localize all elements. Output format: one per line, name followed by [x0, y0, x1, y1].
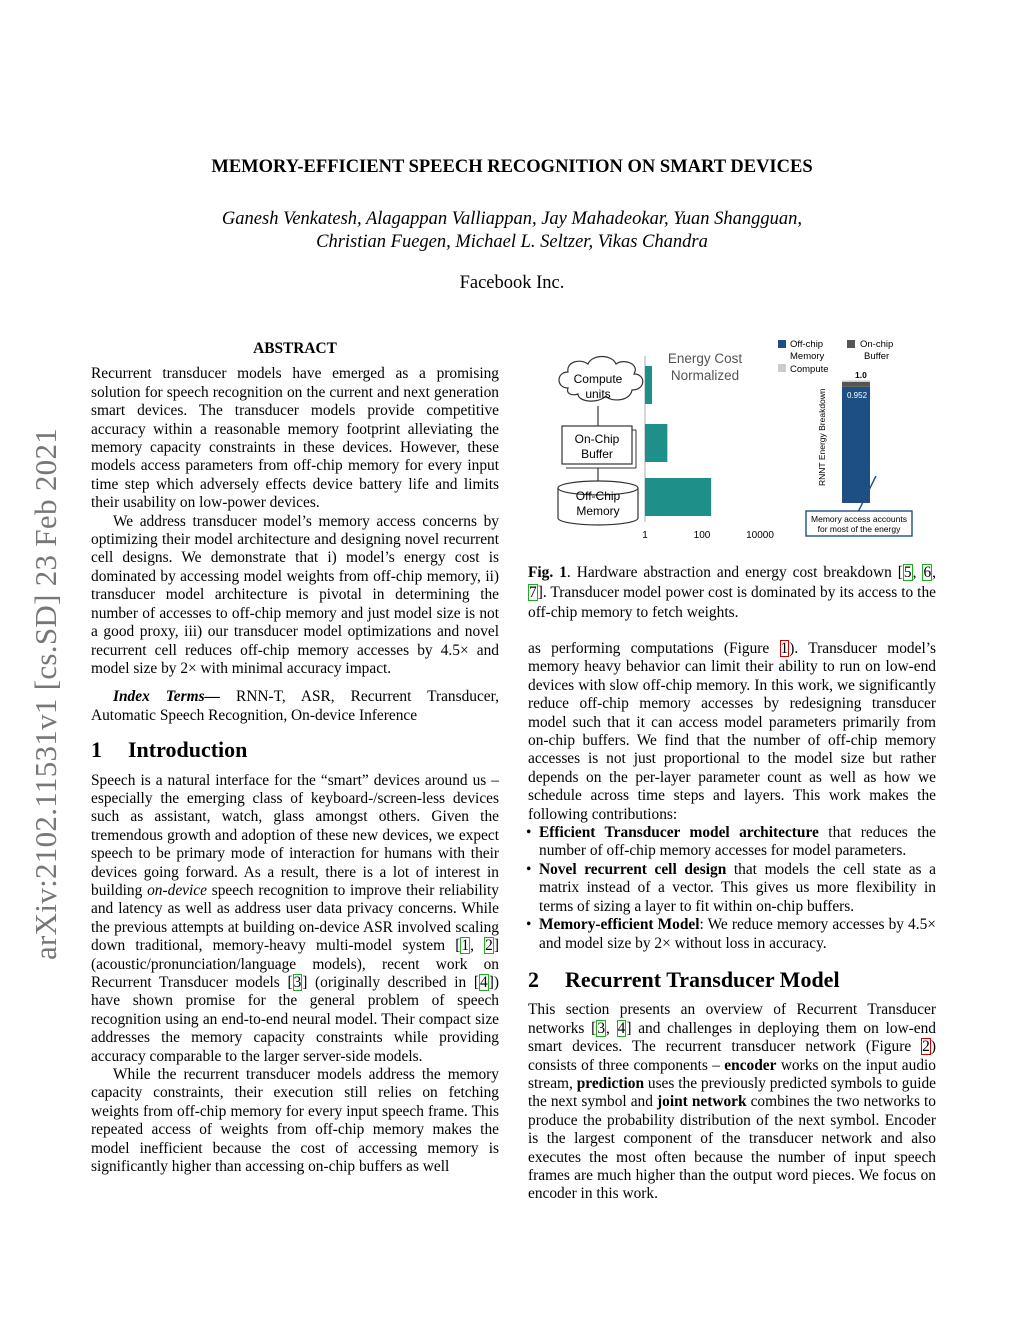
off-chip-memory-cylinder: [558, 481, 638, 525]
body-text: ). Transducer model’s memory heavy behavior can limit their ability to run on low-end devices with slow off-chip memory. In this work, we significantly reduce off-chip memory accesses by redesigning transducer model such that it can access model parameters primarily from on-chip buffers. We find that the number of off-chip memory accesses is not just proportional to the model size but rather depends on the per-layer parameter count as well as how we schedule across time steps and layers. This work makes the following contributions:: [528, 640, 936, 823]
legend-onchip-1: On-chip: [860, 339, 894, 350]
figure-label: Fig. 1: [528, 564, 567, 581]
energy-bar-on-chip-buffer: [645, 424, 667, 462]
compute-units-label-2: units: [585, 387, 611, 401]
citation-link[interactable]: 6: [923, 564, 932, 581]
section-1-heading: [91, 737, 499, 763]
stack-value-label: 0.952: [847, 391, 868, 400]
legend-offchip-2: Memory: [790, 351, 825, 362]
citation-link[interactable]: 1: [461, 937, 470, 955]
intro-continuation: [528, 640, 936, 824]
abstract-paragraph-2: We address transducer model’s memory access concerns by optimizing their model architecture and designing novel recurrent cell designs. We demonstrate that i) model’s energy cost is dominated by accessing model weights from off-chip memory, ii) transducer model architecture is pivotal in determining the number of accesses to off-chip memory and just model size is not a good proxy, iii) our transducer model optimizations and novel recurrent cell reduces off-chip memory accesses by 4.5× and model size by 2× with minimal accuracy impact.: [91, 512, 499, 677]
left-column: [91, 340, 499, 1176]
abstract-paragraph-1: Recurrent transducer models have emerged as a promising solution for speech recognition on the current and next generation smart devices. The transducer models provide competitive accuracy within a reasonable memory footprint alleviating the memory capacity constraints in these devices. However, these models access parameters from off-chip memory for every input time step which adversely effects device battery life and limits their usability on low-power devices.: [91, 365, 499, 512]
figure-1: [550, 336, 940, 546]
contribution-list: [528, 824, 936, 953]
citation-link[interactable]: 3: [597, 1019, 606, 1037]
legend-onchip-2: Buffer: [864, 351, 890, 362]
energy-bars: [645, 366, 711, 516]
compute-units-label-1: Compute: [573, 372, 623, 386]
annotation-line-2: for most of the energy: [817, 524, 901, 534]
section-2-title: Recurrent Transducer Model: [565, 966, 840, 992]
off-chip-label-1: Off-Chip: [575, 489, 621, 503]
term-bold: encoder: [724, 1056, 777, 1074]
body-text: uses the previously predicted symbols to guide the next symbol and: [528, 1074, 936, 1111]
annotation-line-1: Memory access accounts: [811, 514, 907, 524]
term-bold: prediction: [576, 1074, 645, 1092]
section-2-paragraph: This section presents an overview of Recurrent Transducer networks [3, 4] and challenges in deploying them on low-end smart devices. The recurrent transducer network (Figure 2) consists of three components – encoder works on the input audio stream, prediction uses the previously predicted symbols to guide the next symbol and joint network combines the two networks to produce the probability distribution of the next symbol. Encoder is the largest component of the transducer network and also executes the most often because the number of input speech frames are much higher than the output word pieces. We focus on encoder in this work.: [528, 1001, 937, 1203]
intro-emphasis: on-device: [147, 881, 207, 899]
arxiv-identifier: arXiv:2102.11531v1 [cs.SD] 23 Feb 2021: [28, 427, 63, 960]
author-list: [0, 208, 1024, 254]
bullet-bold: Memory-efficient Model: [539, 916, 700, 934]
section-2-heading: [528, 966, 936, 992]
index-terms-label: Index Terms—: [113, 688, 220, 706]
list-item: [528, 861, 936, 916]
legend-offchip-1: Off-chip: [790, 339, 824, 350]
figure-1-graphic: [550, 336, 940, 546]
right-column: [528, 640, 936, 1204]
caption-text: ]. Transducer model power cost is dominated by its access to the off-chip memory to fetch weights.: [528, 584, 936, 621]
bullet-bold: Novel recurrent cell design: [539, 860, 727, 878]
on-chip-label-2: Buffer: [581, 447, 613, 461]
legend-swatch-compute: [778, 364, 786, 372]
tick-label: 1: [642, 530, 648, 541]
legend-swatch-offchip: [778, 340, 786, 348]
paper-title: MEMORY-EFFICIENT SPEECH RECOGNITION ON SMART DEVICES: [211, 157, 813, 177]
body-text: ] and challenges in deploying them on low-end smart devices. The recurrent transducer network (Figure: [528, 1019, 937, 1056]
citation-link[interactable]: 4: [480, 974, 488, 991]
on-chip-label-1: On-Chip: [574, 432, 620, 446]
energy-bar-off-chip-memory: [645, 478, 711, 516]
index-terms-text: RNN-T, ASR, Recurrent Transducer, Automatic Speech Recognition, On-device Inference: [91, 688, 499, 724]
bullet-text: : We reduce memory accesses by 4.5× and model size by 2× without loss in accuracy.: [539, 916, 936, 952]
breakdown-axis-label: RNNT Energy Breakdown: [817, 388, 827, 486]
off-chip-label-2: Memory: [576, 504, 620, 518]
list-item: [528, 916, 936, 953]
legend-compute: Compute: [790, 364, 829, 375]
authors-line-2: Christian Fuegen, Michael L. Seltzer, Vikas Chandra: [316, 232, 708, 252]
citation-link[interactable]: 7: [529, 584, 537, 601]
section-1-title: Introduction: [128, 737, 248, 763]
citation-link[interactable]: 5: [903, 564, 912, 581]
intro-text: (originally described in: [307, 974, 474, 991]
section-1-number: 1: [91, 737, 102, 763]
bullet-text: that reduces the number of off-chip memory accesses for model parameters.: [539, 824, 936, 860]
stack-segment-off-chip-memory: [842, 387, 870, 503]
citation-link[interactable]: 4: [617, 1019, 626, 1037]
legend-swatch-onchip: [847, 340, 855, 348]
bullet-bold: Efficient Transducer model architecture: [539, 824, 819, 842]
bullet-text: that models the cell state as a matrix instead of a vector. This gives us more flexibility in terms of sizing a layer to fit within on-chip buffers.: [539, 860, 936, 915]
intro-text: speech recognition to improve their reliability and latency as well as address user data privacy concerns. While the previous attempts at building on-device ASR involved scaling down traditional, memory-heavy multi-model system: [91, 881, 499, 955]
affiliation: Facebook Inc.: [459, 273, 565, 293]
stack-total-label: 1.0: [855, 370, 867, 380]
authors-line-1: Ganesh Venkatesh, Alagappan Valliappan, Jay Mahadeokar, Yuan Shangguan,: [221, 209, 803, 229]
section-2-number: 2: [528, 966, 539, 992]
caption-text: . Hardware abstraction and energy cost breakdown [: [566, 564, 903, 581]
tick-label: 100: [693, 530, 711, 541]
abstract-heading: ABSTRACT: [253, 340, 337, 357]
intro-text: Speech is a natural interface for the “smart” devices around us – especially the emerging class of keyboard-/screen-less devices such as assistant, watch, glass amongst others. Given the tremendous growth and adoption of these new devices, we expect speech to be primary mode of interaction for humans with their devices going forward. As a result, there is a lot of interest in building: [91, 771, 499, 899]
breakdown-legend: [778, 339, 893, 375]
citation-link[interactable]: 2: [485, 937, 493, 955]
body-text: combines the two networks to produce the probability distribution of the next symbol. Encoder is the largest component of the transducer network and also executes the most often because the number of input speech frames are much higher than the output word pieces. We focus on encoder in this work.: [528, 1093, 936, 1203]
on-chip-buffer-box: [562, 426, 636, 468]
intro-paragraph-1: Speech is a natural interface for the “smart” devices around us – especially the emerging class of keyboard-/screen-less devices such as assistant, watch, glass amongst others. Given the tremendous growth and adoption of these new devices, we expect speech to be primary mode of interaction for humans with their devices going forward. As a result, there is a lot of interest in building on-device speech recognition to improve their reliability and latency as well as address user data privacy concerns. While the previous attempts at building on-device ASR involved scaling down traditional, memory-heavy multi-model system [1, 2] (acoustic/pronunciation/language models), recent work on Recurrent Transducer models [3] (originally described in [4]) have shown promise for the general problem of speech recognition using an end-to-end neural model. Their compact size addresses the memory capacity constraints while providing accuracy comparable to the larger server-side models.: [91, 771, 499, 1065]
body-text: This section presents an overview of Recurrent Transducer networks [: [528, 1001, 936, 1037]
figure-1-caption: Fig. 1. Hardware abstraction and energy cost breakdown [5, 6, 7]. Transducer model power cost is dominated by its access to the off-chip memory to fetch weights.: [528, 564, 936, 621]
stack-segment-compute: [842, 380, 870, 382]
intro-text: (acoustic/pronunciation/language models), recent work on Recurrent Transducer models: [91, 955, 499, 991]
term-bold: joint network: [657, 1093, 747, 1111]
compute-units-cloud: [559, 357, 643, 402]
intro-paragraph-2: While the recurrent transducer models address the memory capacity constraints, their execution still relies on fetching weights from off-chip memory for every input speech frame. This repeated access of weights from off-chip memory makes the model inefficient because the cost of accessing memory is significantly higher than accessing on-chip buffers as well: [91, 1066, 499, 1176]
body-text: as performing computations (Figure: [528, 640, 780, 657]
figure-reference-link[interactable]: 1: [780, 640, 789, 657]
energy-chart-title-2: Normalized: [670, 368, 740, 383]
stack-segment-on-chip-buffer: [842, 382, 870, 387]
body-text: works on the input audio stream,: [528, 1056, 936, 1092]
figure-reference-link[interactable]: 2: [922, 1038, 930, 1056]
energy-chart-title-1: Energy Cost: [667, 351, 743, 366]
energy-bar-compute-units: [645, 366, 652, 404]
tick-label: 10000: [746, 530, 774, 541]
intro-text: ) have shown promise for the general problem of speech recognition using an end-to-end neural model. Their compact size addresses the memory capacity constraints while providing accuracy comparable to the larger server-side models.: [91, 974, 499, 1065]
body-text: ) consists of three components –: [528, 1038, 936, 1074]
index-terms: [91, 688, 499, 725]
list-item: [528, 824, 936, 861]
citation-link[interactable]: 3: [293, 974, 302, 991]
